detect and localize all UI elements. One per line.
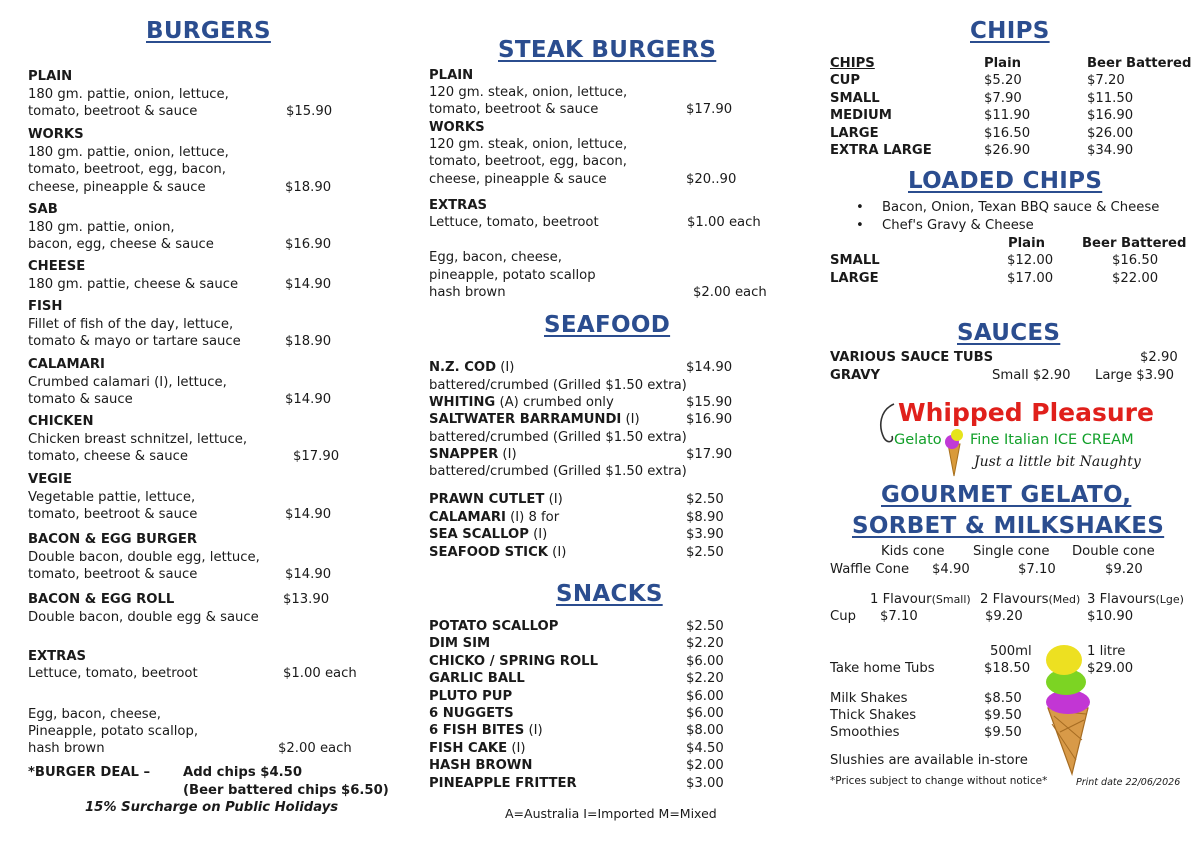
cone-header-double: Double cone <box>1072 544 1155 559</box>
burger-name: PLAIN <box>28 69 73 84</box>
burger-description: 180 gm. pattie, cheese & sauce <box>28 276 239 292</box>
seafood-name: SEAFOOD STICK <box>429 545 548 560</box>
seafood-name: PRAWN CUTLET <box>429 492 545 507</box>
waffle-label: Waffle Cone <box>830 562 910 577</box>
burgers-heading: BURGERS <box>146 18 271 44</box>
seafood-name: SNAPPER <box>429 447 499 462</box>
drink-name: Thick Shakes <box>830 708 917 724</box>
chips-beer-price: $34.90 <box>1087 143 1134 158</box>
burger-price: $13.90 <box>283 592 330 607</box>
gelato-heading-2: SORBET & MILKSHAKES <box>852 513 1165 539</box>
tub-price: $18.50 <box>984 661 1031 676</box>
snack-price: $3.00 <box>686 775 724 791</box>
burger-extras2-line: hash brown <box>28 741 105 756</box>
burger-extras-price: $1.00 each <box>283 666 357 681</box>
burger-description: 180 gm. pattie, onion, lettuce, <box>28 86 229 102</box>
snack-price: $2.20 <box>686 636 724 652</box>
gravy-large-price: Large $3.90 <box>1095 368 1175 383</box>
steak-works-line: cheese, pineapple & sauce <box>429 172 607 187</box>
seafood-price: $17.90 <box>686 447 733 462</box>
snack-price: $6.00 <box>686 653 724 669</box>
snacks-heading: SNACKS <box>556 581 663 607</box>
steak-extras2-line: Egg, bacon, cheese, <box>429 250 562 265</box>
snack-name: PLUTO PUP <box>429 688 513 704</box>
chips-plain-price: $11.90 <box>984 108 1031 123</box>
chips-plain-price: $7.90 <box>984 90 1022 106</box>
loaded-size: LARGE <box>830 270 879 286</box>
seafood-item <box>429 429 687 447</box>
seafood-detail: (I) <box>528 527 548 542</box>
steak-extras-title: EXTRAS <box>429 198 488 213</box>
drink-price: $9.50 <box>984 708 1022 724</box>
seafood-detail: battered/crumbed (Grilled $1.50 extra) <box>429 464 687 479</box>
slushies-note: Slushies are available in-store <box>830 753 1028 768</box>
cup-header-size: (Med) <box>1048 593 1081 606</box>
steak-plain-name: PLAIN <box>429 68 474 83</box>
seafood-price: $2.50 <box>686 545 724 560</box>
steak-burgers-heading: STEAK BURGERS <box>498 37 717 63</box>
burger-description: bacon, egg, cheese & sauce <box>28 237 214 252</box>
burger-extras2-price: $2.00 each <box>278 741 352 756</box>
snack-detail: (I) <box>524 723 543 739</box>
seafood-item <box>429 491 563 509</box>
snack-price: $2.20 <box>686 671 724 687</box>
seafood-detail: (I) <box>496 360 515 375</box>
snack-item <box>429 635 490 653</box>
burger-description: tomato, cheese & sauce <box>28 449 188 464</box>
snack-name: 6 FISH BITES <box>429 723 525 739</box>
brand-slogan: Just a little bit Naughty <box>974 454 1141 470</box>
burger-name: CALAMARI <box>28 357 105 372</box>
drink-price: $8.50 <box>984 691 1022 706</box>
burger-name: FISH <box>28 299 63 314</box>
chips-beer-price: $11.50 <box>1087 90 1134 106</box>
steak-plain-price: $17.90 <box>686 102 733 117</box>
burger-description: tomato & sauce <box>28 392 133 407</box>
burger-description: Vegetable pattie, lettuce, <box>28 489 196 505</box>
sauce-tubs-price: $2.90 <box>1140 350 1178 365</box>
snack-name: POTATO SCALLOP <box>429 619 559 634</box>
seafood-detail: (I) <box>547 545 567 560</box>
seafood-heading: SEAFOOD <box>544 312 671 338</box>
seafood-price: $15.90 <box>686 395 733 410</box>
cup-price: $9.20 <box>985 609 1023 624</box>
snack-price: $6.00 <box>686 706 724 721</box>
burger-name: WORKS <box>28 127 84 142</box>
burger-description: Fillet of fish of the day, lettuce, <box>28 316 234 332</box>
burger-description: tomato, beetroot & sauce <box>28 567 198 582</box>
chips-beer-price: $26.00 <box>1087 125 1134 141</box>
snack-item <box>429 670 525 688</box>
loaded-plain-price: $12.00 <box>1007 253 1054 268</box>
seafood-price: $2.50 <box>686 492 724 507</box>
seafood-price: $14.90 <box>686 360 733 375</box>
burger-price: $18.90 <box>285 179 332 195</box>
loaded-col-plain: Plain <box>1008 236 1045 251</box>
cone-header-single: Single cone <box>973 544 1050 559</box>
cup-header-text: 1 Flavour <box>870 592 932 607</box>
snack-item <box>429 740 526 758</box>
burger-description: tomato, beetroot & sauce <box>28 507 198 522</box>
cup-header-size: (Lge) <box>1155 593 1184 606</box>
seafood-item <box>429 463 687 481</box>
cup-header-text: 3 Flavours <box>1087 592 1156 607</box>
loaded-option: • Bacon, Onion, Texan BBQ sauce & Cheese <box>856 199 1159 217</box>
seafood-item <box>429 544 566 562</box>
chips-heading: CHIPS <box>970 18 1050 44</box>
burger-name: CHICKEN <box>28 414 94 429</box>
steak-extras2-line: hash brown <box>429 285 506 300</box>
snack-name: CHICKO / SPRING ROLL <box>429 653 598 669</box>
chips-col-size: CHIPS <box>830 56 875 71</box>
gravy-label: GRAVY <box>830 368 881 383</box>
loaded-beer-price: $16.50 <box>1112 253 1159 268</box>
burger-description: Double bacon, double egg & sauce <box>28 609 259 625</box>
chips-col-plain: Plain <box>984 56 1021 71</box>
seafood-detail: battered/crumbed (Grilled $1.50 extra) <box>429 430 687 445</box>
burger-extras2-line: Egg, bacon, cheese, <box>28 707 161 722</box>
burger-description: tomato & mayo or tartare sauce <box>28 334 241 349</box>
chips-size: EXTRA LARGE <box>830 143 932 158</box>
snack-item <box>429 618 558 636</box>
loaded-size: SMALL <box>830 253 880 268</box>
burger-price: $14.90 <box>285 507 332 522</box>
seafood-item <box>429 411 640 429</box>
burger-description: Double bacon, double egg, lettuce, <box>28 549 260 565</box>
sauce-tubs-label: VARIOUS SAUCE TUBS <box>830 350 994 365</box>
burger-description: cheese, pineapple & sauce <box>28 179 206 195</box>
burger-description: 180 gm. pattie, onion, lettuce, <box>28 144 229 160</box>
seafood-detail: (I) <box>498 447 517 462</box>
seafood-item <box>429 377 687 395</box>
snack-price: $6.00 <box>686 688 724 704</box>
seafood-name: CALAMARI <box>429 510 506 525</box>
chips-beer-price: $7.20 <box>1087 73 1125 88</box>
gelato-heading-1: GOURMET GELATO, <box>881 482 1132 508</box>
burger-name: BACON & EGG BURGER <box>28 532 198 547</box>
chips-beer-price: $16.90 <box>1087 108 1134 123</box>
brand-tagline: Fine Italian ICE CREAM <box>970 432 1134 448</box>
cup-header-text: 2 Flavours <box>980 592 1049 607</box>
seafood-name: SALTWATER BARRAMUNDI <box>429 412 622 427</box>
seafood-item <box>429 509 559 527</box>
chips-size: LARGE <box>830 125 879 141</box>
steak-extras-price: $1.00 each <box>687 215 761 230</box>
chips-plain-price: $5.20 <box>984 73 1022 88</box>
seafood-detail: (A) crumbed only <box>495 395 614 410</box>
snack-name: HASH BROWN <box>429 758 533 774</box>
seafood-detail: (I) 8 for <box>505 510 560 525</box>
steak-plain-line: tomato, beetroot & sauce <box>429 102 599 117</box>
steak-works-line: tomato, beetroot, egg, bacon, <box>429 154 627 169</box>
drink-price: $9.50 <box>984 725 1022 741</box>
surcharge-note: 15% Surcharge on Public Holidays <box>85 800 339 815</box>
seafood-item <box>429 526 547 544</box>
burger-price: $15.90 <box>286 104 333 119</box>
loaded-chips-options <box>856 199 1159 235</box>
steak-plain-line: 120 gm. steak, onion, lettuce, <box>429 85 628 100</box>
burger-description: Chicken breast schnitzel, lettuce, <box>28 431 248 447</box>
snack-price: $2.50 <box>686 619 724 634</box>
steak-extras2-price: $2.00 each <box>693 285 767 300</box>
burger-extras-line: Lettuce, tomato, beetroot <box>28 666 198 681</box>
cup-header-size: (Small) <box>931 593 971 606</box>
loaded-chips-heading: LOADED CHIPS <box>908 168 1103 194</box>
burger-description: 180 gm. pattie, onion, <box>28 219 175 235</box>
snack-price: $2.00 <box>686 758 724 774</box>
steak-extras-line: Lettuce, tomato, beetroot <box>429 215 599 230</box>
burger-description: Crumbed calamari (I), lettuce, <box>28 374 227 390</box>
loaded-col-beer: Beer Battered <box>1082 236 1187 251</box>
burger-extras-title: EXTRAS <box>28 649 87 664</box>
cone-header-kids: Kids cone <box>881 544 945 559</box>
brand-name: Whipped Pleasure <box>898 398 1154 427</box>
waffle-price: $4.90 <box>932 562 970 577</box>
chips-size: MEDIUM <box>830 108 892 123</box>
seafood-item <box>429 359 514 377</box>
loaded-option: • Chef's Gravy & Cheese <box>856 217 1159 235</box>
seafood-price: $3.90 <box>686 527 724 542</box>
chips-size: CUP <box>830 73 861 88</box>
gravy-small-price: Small $2.90 <box>992 368 1071 383</box>
seafood-price: $8.90 <box>686 510 724 525</box>
seafood-item <box>429 446 517 464</box>
burger-name: VEGIE <box>28 472 72 487</box>
cup-header-1 <box>870 591 971 609</box>
chips-size: SMALL <box>830 90 880 106</box>
seafood-detail: (I) <box>544 492 563 507</box>
tub-price: $29.00 <box>1087 661 1134 676</box>
snack-name: 6 NUGGETS <box>429 706 514 721</box>
burger-price: $14.90 <box>285 276 332 292</box>
snack-item <box>429 653 598 671</box>
price-disclaimer: *Prices subject to change without notice* <box>830 775 1048 787</box>
seafood-item <box>429 394 614 412</box>
burger-deal-label: *BURGER DEAL – <box>28 765 151 780</box>
tub-header-1litre: 1 litre <box>1087 644 1126 659</box>
cup-header-3 <box>1087 591 1184 609</box>
burger-deal-line: Add chips $4.50 <box>183 765 302 780</box>
print-date: Print date 22/06/2026 <box>1076 777 1181 788</box>
burger-extras2-line: Pineapple, potato scallop, <box>28 724 199 739</box>
waffle-price: $9.20 <box>1105 562 1143 577</box>
tub-label: Take home Tubs <box>830 661 935 676</box>
brand-gelato: Gelato <box>894 432 942 448</box>
snack-item <box>429 722 543 740</box>
seafood-price: $16.90 <box>686 412 733 427</box>
burger-deal-line: (Beer battered chips $6.50) <box>183 783 389 798</box>
burger-description: tomato, beetroot, egg, bacon, <box>28 162 226 177</box>
snack-item <box>429 688 512 706</box>
seafood-name: N.Z. COD <box>429 360 497 375</box>
snack-item <box>429 775 577 793</box>
loaded-plain-price: $17.00 <box>1007 270 1054 286</box>
cup-price: $7.10 <box>880 609 918 624</box>
origin-legend: A=Australia I=Imported M=Mixed <box>505 806 717 821</box>
chips-plain-price: $26.90 <box>984 143 1031 158</box>
drink-name: Milk Shakes <box>830 691 908 706</box>
burger-price: $17.90 <box>293 449 340 464</box>
seafood-detail: (I) <box>621 412 640 427</box>
snack-name: FISH CAKE <box>429 740 508 756</box>
snack-item <box>429 705 514 723</box>
whipped-pleasure-logo <box>874 396 1154 480</box>
seafood-detail: battered/crumbed (Grilled $1.50 extra) <box>429 378 687 393</box>
chips-plain-price: $16.50 <box>984 125 1031 141</box>
snack-name: DIM SIM <box>429 636 491 652</box>
burger-price: $16.90 <box>285 237 332 252</box>
ice-cream-cone-icon <box>1036 640 1098 776</box>
loaded-beer-price: $22.00 <box>1112 270 1159 286</box>
steak-works-price: $20..90 <box>686 172 737 187</box>
steak-works-name: WORKS <box>429 120 485 135</box>
burger-name: BACON & EGG ROLL <box>28 592 175 607</box>
steak-extras2-line: pineapple, potato scallop <box>429 268 596 283</box>
snack-name: GARLIC BALL <box>429 671 525 687</box>
burger-name: SAB <box>28 202 58 217</box>
snack-price: $8.00 <box>686 723 724 739</box>
snack-name: PINEAPPLE FRITTER <box>429 775 577 791</box>
cup-header-2 <box>980 591 1080 609</box>
steak-works-line: 120 gm. steak, onion, lettuce, <box>429 137 628 152</box>
seafood-name: SEA SCALLOP <box>429 527 529 542</box>
drink-name: Smoothies <box>830 725 900 741</box>
burger-price: $14.90 <box>285 392 332 407</box>
sauces-heading: SAUCES <box>957 320 1061 346</box>
cup-price: $10.90 <box>1087 609 1134 624</box>
chips-col-beer: Beer Battered <box>1087 56 1192 71</box>
cup-label: Cup <box>830 609 856 624</box>
burger-price: $14.90 <box>285 567 332 582</box>
burger-description: tomato, beetroot & sauce <box>28 104 198 119</box>
waffle-price: $7.10 <box>1018 562 1056 577</box>
burger-name: CHEESE <box>28 259 86 274</box>
tub-header-500ml: 500ml <box>990 644 1032 659</box>
snack-detail: (I) <box>507 740 526 756</box>
snack-item <box>429 757 532 775</box>
seafood-name: WHITING <box>429 395 496 410</box>
snack-price: $4.50 <box>686 740 724 756</box>
burger-price: $18.90 <box>285 334 332 349</box>
